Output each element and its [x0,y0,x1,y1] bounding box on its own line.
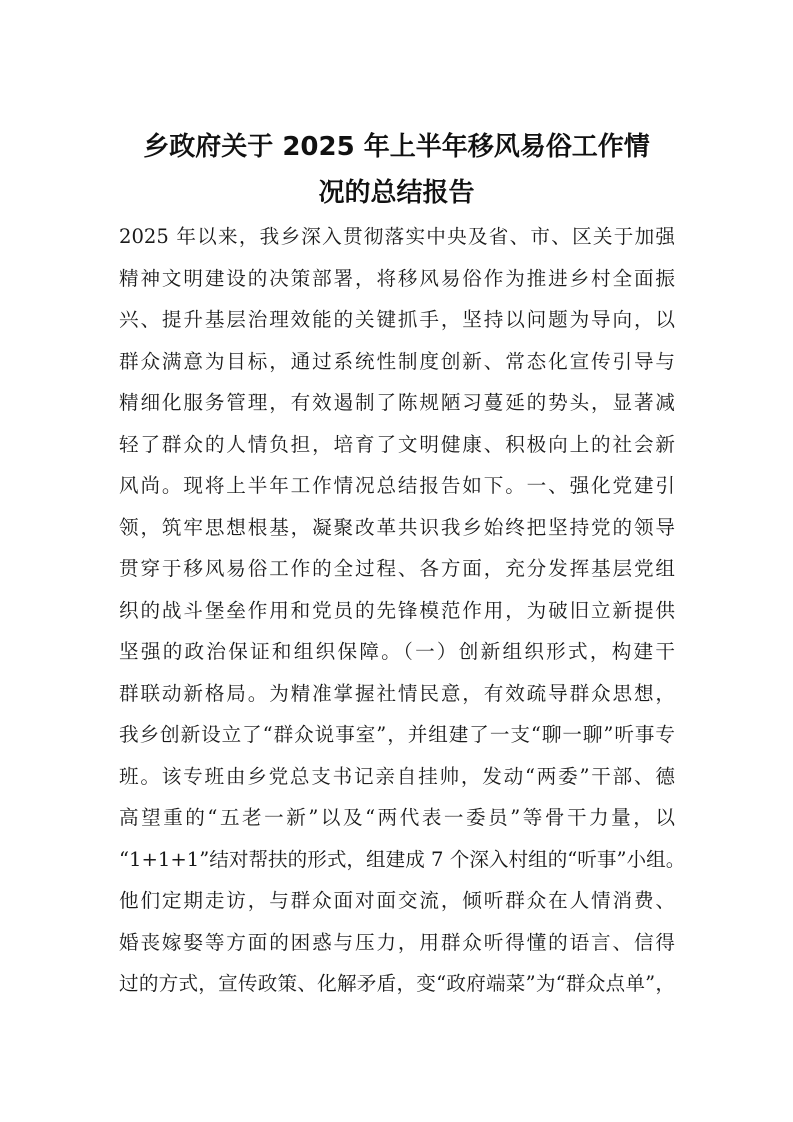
body-line: “1+1+1”结对帮扶的形式，组建成 7 个深入村组的“听事”小组。 [119,847,686,871]
body-line: 群联动新格局。为精准掌握社情民意，有效疏导群众思想， [119,681,675,705]
body-line: 织的战斗堡垒作用和党员的先锋模范作用，为破旧立新提供 [119,598,675,622]
body-line: 贯穿于移风易俗工作的全过程、各方面，充分发挥基层党组 [119,557,675,580]
body-line: 我乡创新设立了“群众说事室”，并组建了一支“聊一聊”听事专 [119,723,675,746]
body-line: 他们定期走访，与群众面对面交流，倾听群众在人情消费、 [119,889,675,912]
body-line: 群众满意为目标，通过系统性制度创新、常态化宣传引导与 [119,349,675,373]
title-line-2: 况的总结报告 [318,178,475,208]
body-line: 高望重的“五老一新”以及“两代表一委员”等骨干力量，以 [119,806,675,829]
body-line: 兴、提升基层治理效能的关键抓手，坚持以问题为导向，以 [119,308,675,331]
title-line-1: 乡政府关于 2025 年上半年移风易俗工作情 [143,132,650,162]
body-line: 过的方式，宣传政策、化解矛盾，变“政府端菜”为“群众点单”， [119,972,675,995]
document-body [119,216,686,1005]
body-line: 轻了群众的人情负担，培育了文明健康、积极向上的社会新 [119,432,675,456]
body-line: 婚丧嫁娶等方面的困惑与压力，用群众听得懂的语言、信得 [119,930,675,954]
body-line: 2025 年以来，我乡深入贯彻落实中央及省、市、区关于加强 [119,225,675,248]
body-line: 坚强的政治保证和组织保障。（一）创新组织形式，构建干 [119,640,675,663]
body-line: 精神文明建设的决策部署，将移风易俗作为推进乡村全面振 [119,266,675,290]
document-title [110,124,683,216]
body-line: 风尚。现将上半年工作情况总结报告如下。一、强化党建引 [119,474,675,497]
body-line: 领，筑牢思想根基，凝聚改革共识我乡始终把坚持党的领导 [119,515,675,539]
body-line: 精细化服务管理，有效遏制了陈规陋习蔓延的势头，显著减 [119,391,675,414]
body-line: 班。该专班由乡党总支书记亲自挂帅，发动“两委”干部、德 [119,764,675,788]
